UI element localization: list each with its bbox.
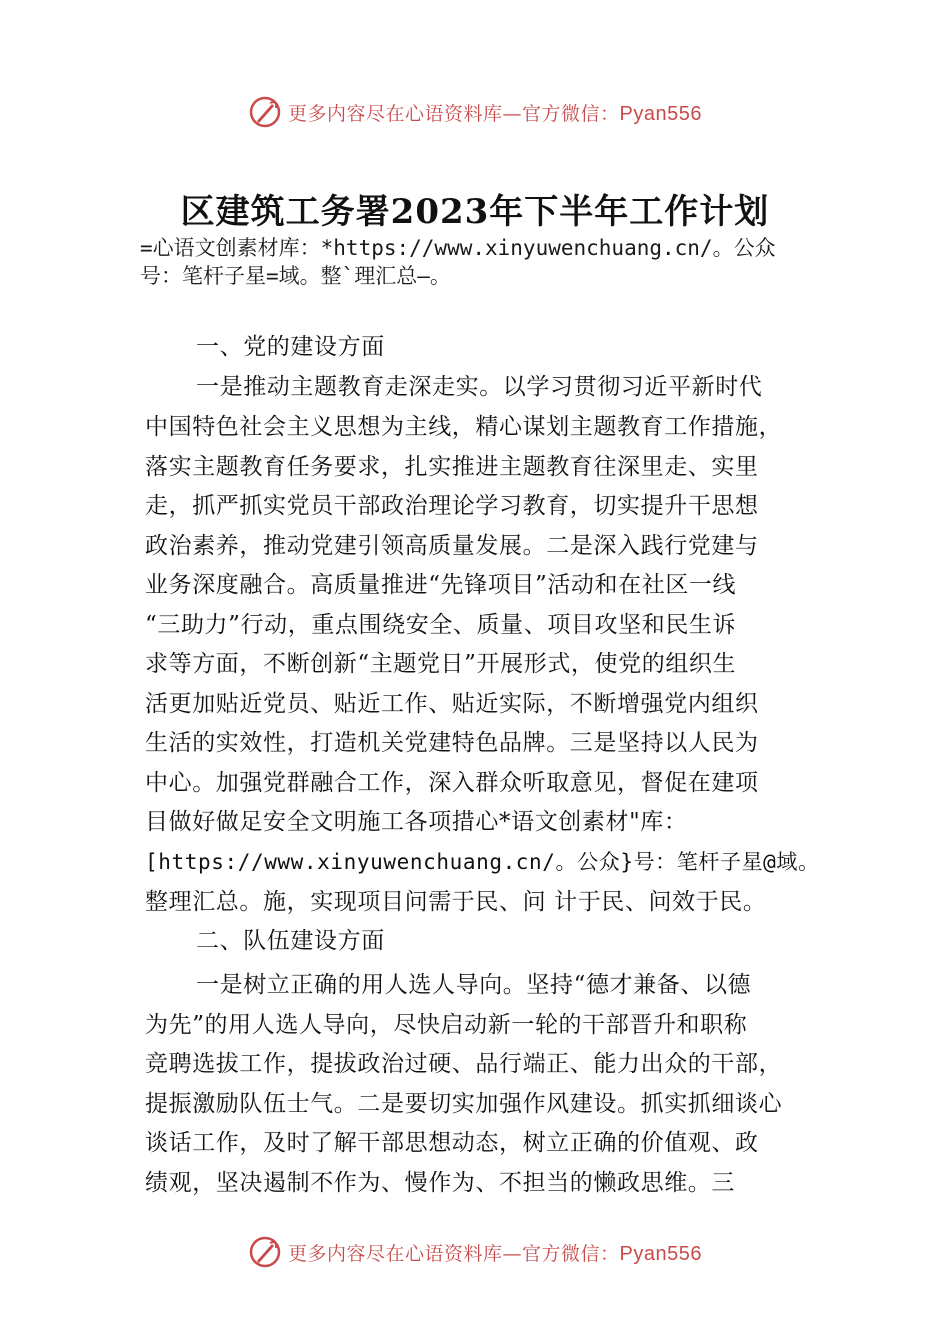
paragraph-line: 活更加贴近党员、贴近工作、贴近实际，不断增强党内组织 <box>145 691 759 717</box>
paragraph-line: 中国特色社会主义思想为主线，精心谋划主题教育工作措施， <box>145 414 783 440</box>
paragraph-line: 为先”的用人选人导向，尽快启动新一轮的干部晋升和职称 <box>145 1012 748 1038</box>
banner-text: 更多内容尽在心语资料库—官方微信：Pyan556 <box>288 102 702 125</box>
wechat-id: Pyan556 <box>619 1242 702 1265</box>
paragraph-line: 谈话工作，及时了解干部思想动态，树立正确的价值观、政 <box>145 1130 759 1156</box>
paragraph-line: “三助力”行动，重点围绕安全、质量、项目攻坚和民生诉 <box>145 612 737 638</box>
paragraph-line: 竞聘选拔工作，提拔政治过硬、品行端正、能力出众的干部， <box>145 1051 783 1077</box>
paragraph-line: 业务深度融合。高质量推进“先锋项目”活动和在社区一线 <box>145 572 737 598</box>
document-title: 区建筑工务署2023年下半年工作计划 <box>180 192 770 232</box>
paragraph-line: 一是树立正确的用人选人导向。坚持“德才兼备、以德 <box>196 972 752 998</box>
paragraph-line: 落实主题教育任务要求，扎实推进主题教育往深里走、实里 <box>145 454 759 480</box>
paragraph-line: 整理汇总。施，实现项目问需于民、问 计于民、问效于民。 <box>145 889 767 915</box>
paragraph-line: 中心。加强党群融合工作，深入群众听取意见，督促在建项 <box>145 770 759 796</box>
quill-logo-icon <box>248 95 282 129</box>
wechat-id: Pyan556 <box>619 102 702 125</box>
paragraph-line: [https://www.xinyuwenchuang.cn/。公众}号：笔杆子星@域。 <box>145 850 820 874</box>
paragraph-line: 一是推动主题教育走深走实。以学习贯彻习近平新时代 <box>196 374 763 400</box>
watermark-note-line: 号：笔杆子星=域。整`理汇总—。 <box>140 264 451 288</box>
paragraph-line: 生活的实效性，打造机关党建特色品牌。三是坚持以人民为 <box>145 730 759 756</box>
section-heading: 二、队伍建设方面 <box>196 928 385 954</box>
paragraph-line: 目做好做足安全文明施工各项措心*语文创素材"库： <box>145 809 688 835</box>
footer-banner <box>0 1232 950 1272</box>
paragraph-line: 绩观，坚决遏制不作为、慢作为、不担当的懒政思维。三 <box>145 1170 735 1196</box>
paragraph-line: 走，抓严抓实党员干部政治理论学习教育，切实提升干思想 <box>145 493 759 519</box>
quill-logo-icon <box>248 1235 282 1269</box>
paragraph-line: 提振激励队伍士气。二是要切实加强作风建设。抓实抓细谈心 <box>145 1091 783 1117</box>
section-heading: 一、党的建设方面 <box>196 334 385 360</box>
watermark-note-line: =心语文创素材库：*https://www.xinyuwenchuang.cn/。公众 <box>140 236 776 260</box>
paragraph-line: 政治素养，推动党建引领高质量发展。二是深入践行党建与 <box>145 533 759 559</box>
banner-text: 更多内容尽在心语资料库—官方微信：Pyan556 <box>288 1242 702 1265</box>
header-banner <box>0 92 950 132</box>
paragraph-line: 求等方面，不断创新“主题党日”开展形式，使党的组织生 <box>145 651 737 677</box>
